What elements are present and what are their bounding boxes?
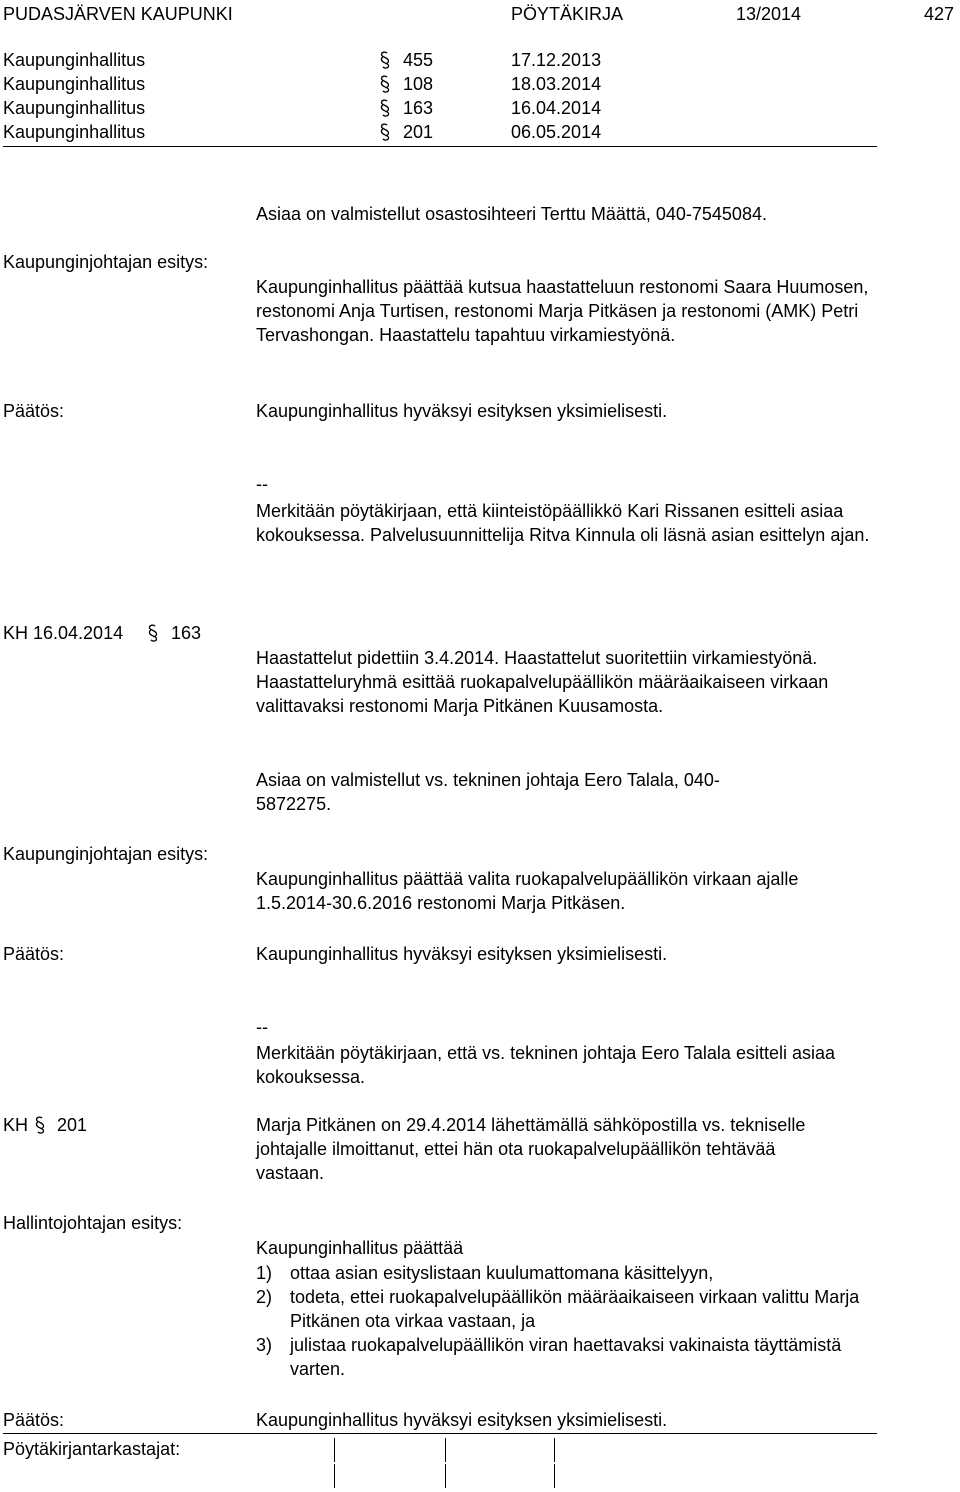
- kh-section: 201: [57, 1115, 88, 1135]
- signature-field-divider: [445, 1464, 446, 1488]
- header-doc-type: PÖYTÄKIRJA: [511, 4, 624, 24]
- signature-field-divider: [334, 1438, 335, 1462]
- decision-text: Kaupunginhallitus hyväksyi esityksen yksimielisesti.: [256, 401, 668, 421]
- list-item-number: 1): [256, 1263, 273, 1283]
- proposal-label: Hallintojohtajan esitys:: [3, 1213, 183, 1233]
- proposal-text: Kaupunginhallitus päättää kutsua haastatteluun restonomi Saara Huumosen, restonomi Anja Turtisen, restonomi Marja Pitkäsen ja restonomi (AMK) Petri Tervashongan. Haastattelu tapahtuu virkamiestyönä.: [256, 277, 869, 345]
- history-section: 455: [403, 50, 434, 70]
- section-sign-icon: [380, 99, 390, 117]
- history-section: 201: [403, 122, 434, 142]
- history-body: Kaupunginhallitus: [3, 98, 146, 118]
- kh-reference: KH: [3, 1115, 29, 1135]
- list-item: [256, 1285, 896, 1333]
- list-item: [256, 1333, 896, 1381]
- signature-field-divider: [554, 1438, 555, 1462]
- section-sign-icon: [35, 1116, 45, 1134]
- minutes-note: Merkitään pöytäkirjaan, että kiinteistöpäällikkö Kari Rissanen esitteli asiaa kokouksessa. Palvelusuunnittelija Ritva Kinnula oli läsnä asian esittelyn ajan.: [256, 501, 870, 545]
- section-text: Haastattelut pidettiin 3.4.2014. Haastattelut suoritettiin virkamiestyönä. Haastatteluryhmä esittää ruokapalvelupäällikön määräaikaiseen virkaan valittavaksi restonomi Marja Pitkänen Kuusamosta.: [256, 648, 829, 716]
- list-item-text: ottaa asian esityslistaan kuulumattomana käsittelyyn,: [290, 1263, 714, 1283]
- history-date: 18.03.2014: [511, 74, 602, 94]
- decision-label: Päätös:: [3, 401, 65, 421]
- history-body: Kaupunginhallitus: [3, 122, 146, 142]
- signature-field-divider: [334, 1464, 335, 1488]
- history-date: 16.04.2014: [511, 98, 602, 118]
- proposal-text: Kaupunginhallitus päättää valita ruokapalvelupäällikön virkaan ajalle 1.5.2014-30.6.2016 restonomi Marja Pitkäsen.: [256, 869, 799, 913]
- divider: [3, 1433, 877, 1434]
- history-section: 108: [403, 74, 434, 94]
- decision-list: [256, 1261, 896, 1381]
- decision-label: Päätös:: [3, 944, 65, 964]
- header-issue: 13/2014: [736, 4, 802, 24]
- history-body: Kaupunginhallitus: [3, 74, 146, 94]
- note-dash: --: [256, 1017, 268, 1037]
- reviewers-label: Pöytäkirjantarkastajat:: [3, 1439, 181, 1459]
- history-section: 163: [403, 98, 434, 118]
- note-dash: --: [256, 474, 268, 494]
- section-sign-icon: [148, 624, 158, 642]
- history-date: 17.12.2013: [511, 50, 602, 70]
- decision-text: Kaupunginhallitus hyväksyi esityksen yksimielisesti.: [256, 944, 668, 964]
- signature-field-divider: [445, 1438, 446, 1462]
- header-page-number: 427: [924, 4, 955, 24]
- section-sign-icon: [380, 51, 390, 69]
- decision-text: Kaupunginhallitus hyväksyi esityksen yksimielisesti.: [256, 1410, 668, 1430]
- list-item-number: 2): [256, 1287, 273, 1307]
- list-item: [256, 1261, 896, 1285]
- list-item-text: todeta, ettei ruokapalvelupäällikön määräaikaiseen virkaan valittu Marja Pitkänen ota virkaa vastaan, ja: [290, 1287, 860, 1331]
- preparer-note: Asiaa on valmistellut osastosihteeri Terttu Määttä, 040-7545084.: [256, 204, 767, 224]
- preparer-note: Asiaa on valmistellut vs. tekninen johtaja Eero Talala, 040-5872275.: [256, 770, 720, 814]
- section-sign-icon: [380, 75, 390, 93]
- header-city: PUDASJÄRVEN KAUPUNKI: [3, 4, 233, 24]
- proposal-label: Kaupunginjohtajan esitys:: [3, 252, 209, 272]
- decision-label: Päätös:: [3, 1410, 65, 1430]
- list-item-number: 3): [256, 1335, 273, 1355]
- section-sign-icon: [380, 123, 390, 141]
- proposal-intro: Kaupunginhallitus päättää: [256, 1238, 464, 1258]
- kh-section: 163: [171, 623, 202, 643]
- kh-reference: KH 16.04.2014: [3, 623, 124, 643]
- signature-field-divider: [554, 1464, 555, 1488]
- list-item-text: julistaa ruokapalvelupäällikön viran haettavaksi vakinaista täyttämistä varten.: [290, 1335, 842, 1379]
- section-text: Marja Pitkänen on 29.4.2014 lähettämällä sähköpostilla vs. tekniselle johtajalle ilmoittanut, ettei hän ota ruokapalvelupäällikön tehtävää vastaan.: [256, 1115, 806, 1183]
- minutes-note: Merkitään pöytäkirjaan, että vs. tekninen johtaja Eero Talala esitteli asiaa kokouksessa.: [256, 1043, 835, 1087]
- history-date: 06.05.2014: [511, 122, 602, 142]
- history-body: Kaupunginhallitus: [3, 50, 146, 70]
- proposal-label: Kaupunginjohtajan esitys:: [3, 844, 209, 864]
- divider: [3, 146, 877, 147]
